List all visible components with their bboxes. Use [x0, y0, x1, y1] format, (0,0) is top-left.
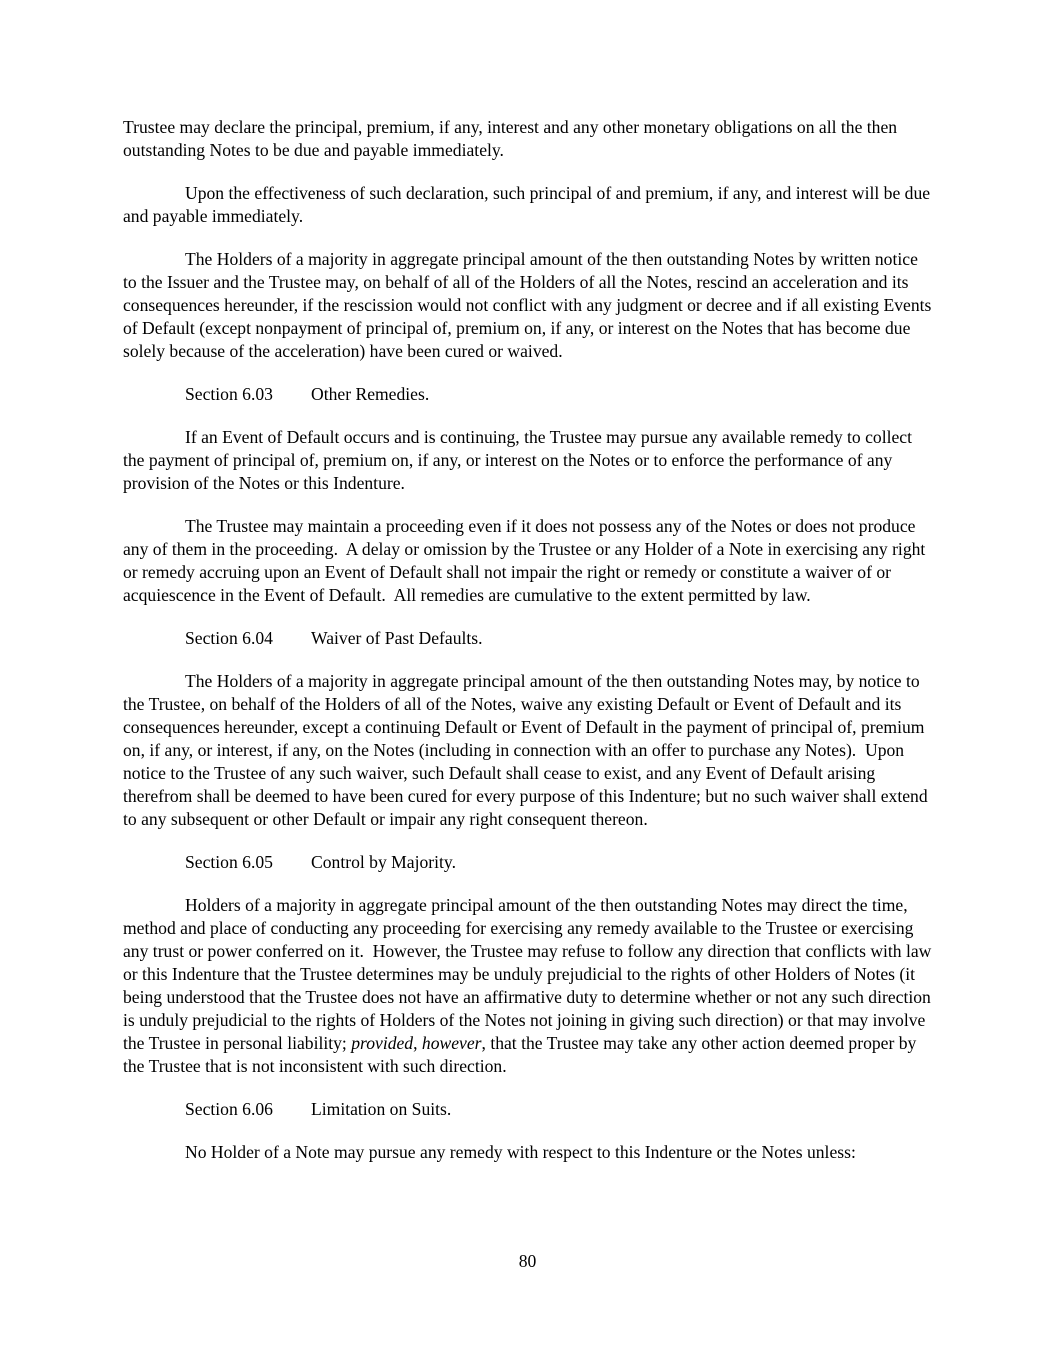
paragraph: [123, 894, 935, 1078]
text-segment: The Holders of a majority in aggregate principal amount of the then outstanding Notes may, by notice to the Trustee, on behalf of the Holders of all of the Notes, waive any existing Default or Event of Default and its consequences hereunder, except a continuing Default or Event of Default in the payment of principal of, premium on, if any, or interest, if any, on the Notes (including in connection with an offer to purchase any Notes). Upon notice to the Trustee of any such waiver, such Default shall cease to exist, and any Event of Default arising therefrom shall be deemed to have been cured for every purpose of this Indenture; but no such waiver shall extend to any subsequent or other Default or impair any right consequent thereon.: [123, 671, 933, 829]
page-footer: [0, 1250, 1055, 1273]
text-segment: Trustee may declare the principal, premium, if any, interest and any other monetary obligations on all the then outstanding Notes to be due and payable immediately.: [123, 117, 902, 160]
section-heading: [123, 851, 935, 874]
section-heading: [123, 383, 935, 406]
paragraph: [123, 1141, 935, 1164]
italic-text: provided: [351, 1033, 414, 1053]
text-segment: ,: [413, 1033, 422, 1053]
paragraph: [123, 426, 935, 495]
text-segment: , that the Trustee may take any other action deemed proper by the Trustee that is not inconsistent with such direction.: [123, 1033, 921, 1076]
paragraph: [123, 116, 935, 162]
section-heading: [123, 627, 935, 650]
text-segment: Holders of a majority in aggregate principal amount of the then outstanding Notes may direct the time, method and place of conducting any proceeding for exercising any remedy available to the Trustee or exercising any trust or power conferred on it. However, the Trustee may refuse to follow any direction that conflicts with law or this Indenture that the Trustee determines may be unduly prejudicial to the rights of other Holders of Notes (it being understood that the Trustee does not have an affirmative duty to determine whether or not any such direction is unduly prejudicial to the rights of Holders of the Notes not joining in giving such direction) or that may involve the Trustee in personal liability;: [123, 895, 936, 1053]
paragraph: [123, 670, 935, 831]
text-segment: The Holders of a majority in aggregate principal amount of the then outstanding Notes by written notice to the Issuer and the Trustee may, on behalf of all of the Holders of all the Notes, rescind an acceleration and its consequences hereunder, if the rescission would not conflict with any judgment or decree and if all existing Events of Default (except nonpayment of principal of, premium on, if any, or interest on the Notes that has become due solely because of the acceleration) have been cured or waived.: [123, 249, 936, 361]
section-title: Other Remedies.: [311, 384, 430, 404]
text-segment: The Trustee may maintain a proceeding even if it does not possess any of the Notes or does not produce any of them in the proceeding. A delay or omission by the Trustee or any Holder of a Note in exercising any right or remedy accruing upon an Event of Default shall not impair the right or remedy or constitute a waiver of or acquiescence in the Event of Default. All remedies are cumulative to the extent permitted by law.: [123, 516, 930, 605]
page-number: 80: [518, 1251, 537, 1271]
document-body: [123, 116, 935, 1164]
paragraph: [123, 182, 935, 228]
section-number: Section 6.06: [185, 1099, 273, 1119]
section-number: Section 6.04: [185, 628, 273, 648]
paragraph: [123, 248, 935, 363]
section-title: Control by Majority.: [311, 852, 456, 872]
section-number: Section 6.05: [185, 852, 273, 872]
paragraph: [123, 515, 935, 607]
text-segment: No Holder of a Note may pursue any remedy with respect to this Indenture or the Notes unless:: [185, 1142, 856, 1162]
text-segment: If an Event of Default occurs and is continuing, the Trustee may pursue any available remedy to collect the payment of principal of, premium on, if any, or interest on the Notes or to enforce the performance of any provision of the Notes or this Indenture.: [123, 427, 917, 493]
section-heading: [123, 1098, 935, 1121]
section-number: Section 6.03: [185, 384, 273, 404]
section-title: Limitation on Suits.: [311, 1099, 452, 1119]
italic-text: however: [421, 1033, 482, 1053]
text-segment: Upon the effectiveness of such declaration, such principal of and premium, if any, and interest will be due and payable immediately.: [123, 183, 935, 226]
section-title: Waiver of Past Defaults.: [311, 628, 483, 648]
